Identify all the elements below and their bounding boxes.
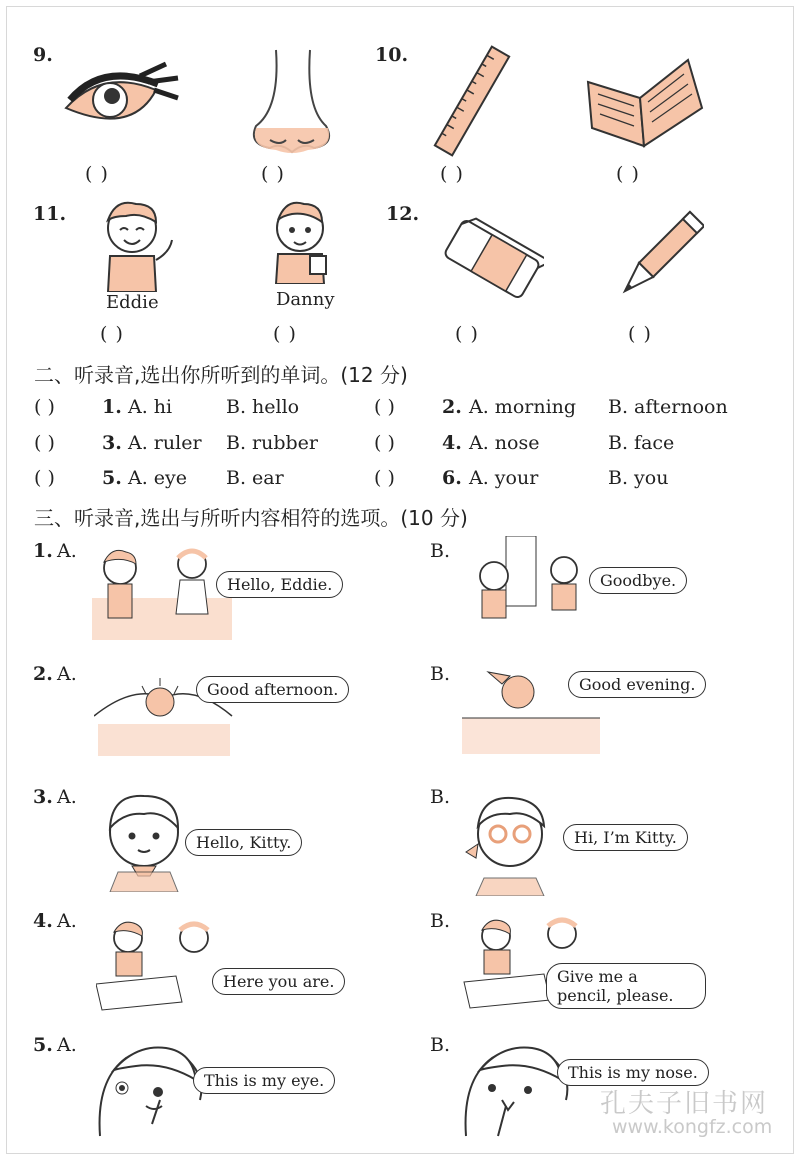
s3-item-5-a-label[interactable]: A.: [57, 1034, 77, 1056]
question-9a-answer[interactable]: ( ): [85, 163, 109, 185]
s2-item-4-number: 4.: [442, 432, 462, 454]
s3-item-2-number: 2.: [33, 663, 53, 685]
s3-item-4-a-scene: [96, 914, 226, 1018]
s2-item-4-option-b: B. face: [608, 432, 675, 454]
s3-item-3-b-scene: [462, 792, 562, 900]
s3-item-1-b-bubble: Goodbye.: [589, 567, 687, 594]
s3-item-2-b-label[interactable]: B.: [430, 663, 451, 685]
s3-item-3-number: 3.: [33, 786, 53, 808]
watermark-url: www.kongfz.com: [612, 1116, 773, 1138]
s3-item-1-b-label[interactable]: B.: [430, 540, 451, 562]
eye-picture: [62, 60, 182, 144]
s2-item-6-number: 6.: [442, 467, 462, 489]
s2-item-3-option-b: B. rubber: [226, 432, 319, 454]
s2-item-2-paren[interactable]: ( ): [374, 396, 395, 418]
ruler-picture: [432, 44, 512, 162]
s3-item-4-b-bubble: Give me a pencil, please.: [546, 963, 706, 1009]
question-12a-answer[interactable]: ( ): [455, 323, 479, 345]
eddie-name: Eddie: [106, 292, 159, 313]
question-10b-answer[interactable]: ( ): [616, 163, 640, 185]
s3-item-5-a-scene: [96, 1040, 206, 1142]
danny-name: Danny: [276, 289, 335, 310]
s3-item-4-a-bubble: Here you are.: [212, 968, 345, 995]
book-picture: [584, 54, 706, 154]
s3-item-1-a-label[interactable]: A.: [57, 540, 77, 562]
s2-item-6-option-b: B. you: [608, 467, 669, 489]
s2-item-5-option-b: B. ear: [226, 467, 284, 489]
s2-item-3-paren[interactable]: ( ): [34, 432, 55, 454]
s2-item-2-option-a: A. morning: [469, 396, 577, 418]
s3-item-3-b-bubble: Hi, I’m Kitty.: [563, 824, 688, 851]
question-11b-answer[interactable]: ( ): [273, 323, 297, 345]
eddie-picture: [96, 200, 178, 296]
section-2-title: 二、听录音,选出你所听到的单词。(12 分): [34, 363, 408, 387]
s2-item-1-option-a: A. hi: [128, 396, 173, 418]
question-11a-answer[interactable]: ( ): [100, 323, 124, 345]
s3-item-1-b-scene: [464, 536, 594, 640]
s2-item-2-number: 2.: [442, 396, 462, 418]
s2-item-4-option-a: A. nose: [469, 432, 540, 454]
rubber-picture: [440, 210, 544, 312]
s2-item-1-paren[interactable]: ( ): [34, 396, 55, 418]
s2-item-5-option-a: A. eye: [128, 467, 188, 489]
question-9-number: 9.: [33, 44, 53, 66]
s3-item-5-a-bubble: This is my eye.: [193, 1067, 335, 1094]
s3-item-2-a-bubble: Good afternoon.: [196, 676, 349, 703]
s3-item-2-b-bubble: Good evening.: [568, 671, 706, 698]
s2-item-2-option-b: B. afternoon: [608, 396, 728, 418]
s2-item-1-option-b: B. hello: [226, 396, 300, 418]
s3-item-5-b-bubble: This is my nose.: [557, 1059, 709, 1086]
s2-item-6-paren[interactable]: ( ): [374, 467, 395, 489]
s2-item-4-paren[interactable]: ( ): [374, 432, 395, 454]
s3-item-4-number: 4.: [33, 910, 53, 932]
s2-item-3-option-a: A. ruler: [128, 432, 202, 454]
s3-item-3-b-label[interactable]: B.: [430, 786, 451, 808]
s3-item-2-a-label[interactable]: A.: [57, 663, 77, 685]
s3-item-3-a-bubble: Hello, Kitty.: [185, 829, 302, 856]
s3-item-5-b-scene: [462, 1040, 572, 1142]
watermark-cn: 孔夫子旧书网: [600, 1089, 769, 1119]
s2-item-3-number: 3.: [102, 432, 122, 454]
question-11-number: 11.: [33, 203, 67, 225]
s3-item-1-number: 1.: [33, 540, 53, 562]
s2-item-6-option-a: A. your: [469, 467, 539, 489]
s3-item-1-a-scene: [92, 542, 232, 648]
question-9b-answer[interactable]: ( ): [261, 163, 285, 185]
s2-item-1-number: 1.: [102, 396, 122, 418]
s3-item-5-b-label[interactable]: B.: [430, 1034, 451, 1056]
pencil-picture: [608, 210, 704, 314]
s3-item-3-a-label[interactable]: A.: [57, 786, 77, 808]
question-12-number: 12.: [386, 203, 420, 225]
s3-item-4-b-label[interactable]: B.: [430, 910, 451, 932]
s2-item-5-number: 5.: [102, 467, 122, 489]
s3-item-5-number: 5.: [33, 1034, 53, 1056]
section-3-title: 三、听录音,选出与所听内容相符的选项。(10 分): [34, 506, 468, 530]
s3-item-1-a-bubble: Hello, Eddie.: [216, 571, 343, 598]
s2-item-5-paren[interactable]: ( ): [34, 467, 55, 489]
s3-item-3-a-scene: [98, 788, 190, 896]
s3-item-4-a-label[interactable]: A.: [57, 910, 77, 932]
question-12b-answer[interactable]: ( ): [628, 323, 652, 345]
question-10a-answer[interactable]: ( ): [440, 163, 464, 185]
question-10-number: 10.: [375, 44, 409, 66]
nose-picture: [246, 48, 338, 162]
danny-picture: [264, 200, 340, 288]
